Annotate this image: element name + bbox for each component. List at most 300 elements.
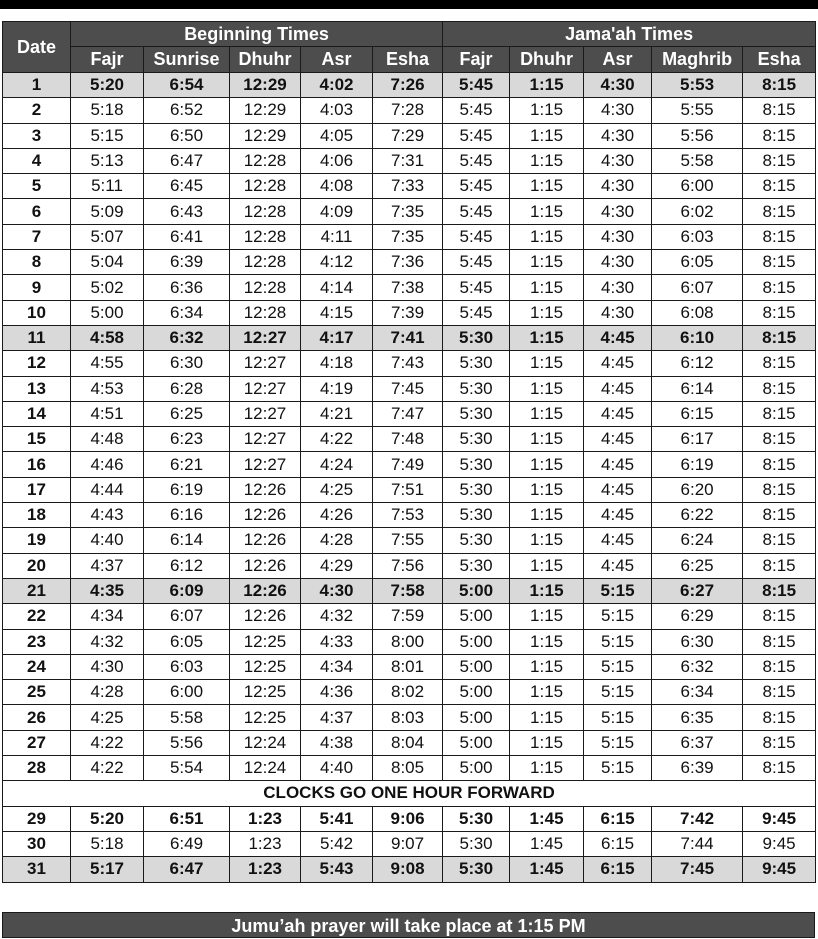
time-cell: 4:43	[71, 503, 144, 528]
table-row	[3, 300, 816, 325]
time-cell: 7:38	[373, 275, 443, 300]
time-cell: 6:03	[652, 224, 743, 249]
date-cell: 1	[3, 73, 71, 98]
time-cell: 6:47	[144, 148, 230, 173]
time-cell: 5:30	[443, 401, 510, 426]
time-cell: 4:30	[584, 98, 652, 123]
time-cell: 6:37	[652, 730, 743, 755]
time-cell: 4:15	[301, 300, 373, 325]
time-cell: 8:15	[743, 553, 816, 578]
time-cell: 6:25	[652, 553, 743, 578]
time-cell: 4:22	[71, 756, 144, 781]
table-row	[3, 427, 816, 452]
beginning-col-header: Sunrise	[144, 47, 230, 73]
time-cell: 8:15	[743, 224, 816, 249]
time-cell: 9:45	[743, 831, 816, 856]
time-cell: 4:29	[301, 553, 373, 578]
date-cell: 10	[3, 300, 71, 325]
time-cell: 6:12	[144, 553, 230, 578]
time-cell: 4:37	[71, 553, 144, 578]
time-cell: 7:44	[652, 831, 743, 856]
time-cell: 6:25	[144, 401, 230, 426]
beginning-col-header: Esha	[373, 47, 443, 73]
time-cell: 4:46	[71, 452, 144, 477]
time-cell: 8:05	[373, 756, 443, 781]
time-cell: 6:28	[144, 376, 230, 401]
time-cell: 5:30	[443, 427, 510, 452]
time-cell: 6:15	[652, 401, 743, 426]
time-cell: 12:25	[230, 680, 301, 705]
table-row	[3, 680, 816, 705]
table-row	[3, 452, 816, 477]
time-cell: 5:13	[71, 148, 144, 173]
time-cell: 5:30	[443, 376, 510, 401]
time-cell: 6:08	[652, 300, 743, 325]
time-cell: 6:10	[652, 325, 743, 350]
table-row	[3, 401, 816, 426]
time-cell: 5:15	[584, 578, 652, 603]
time-cell: 4:09	[301, 199, 373, 224]
time-cell: 8:03	[373, 705, 443, 730]
time-cell: 4:14	[301, 275, 373, 300]
time-cell: 5:09	[71, 199, 144, 224]
time-cell: 8:01	[373, 654, 443, 679]
table-row	[3, 578, 816, 603]
date-cell: 20	[3, 553, 71, 578]
date-cell: 4	[3, 148, 71, 173]
time-cell: 8:15	[743, 401, 816, 426]
time-cell: 4:51	[71, 401, 144, 426]
time-cell: 8:15	[743, 351, 816, 376]
table-row	[3, 705, 816, 730]
time-cell: 4:30	[301, 578, 373, 603]
time-cell: 4:30	[71, 654, 144, 679]
time-cell: 8:15	[743, 300, 816, 325]
time-cell: 6:07	[144, 604, 230, 629]
time-cell: 4:30	[584, 300, 652, 325]
time-cell: 1:15	[510, 553, 584, 578]
date-cell: 27	[3, 730, 71, 755]
time-cell: 8:00	[373, 629, 443, 654]
time-cell: 4:45	[584, 325, 652, 350]
time-cell: 1:15	[510, 477, 584, 502]
time-cell: 6:09	[144, 578, 230, 603]
time-cell: 6:03	[144, 654, 230, 679]
time-cell: 6:22	[652, 503, 743, 528]
time-cell: 8:15	[743, 756, 816, 781]
time-cell: 1:45	[510, 831, 584, 856]
time-cell: 12:28	[230, 224, 301, 249]
time-cell: 4:40	[301, 756, 373, 781]
time-cell: 5:04	[71, 250, 144, 275]
time-cell: 4:30	[584, 275, 652, 300]
time-cell: 4:22	[71, 730, 144, 755]
time-cell: 5:45	[443, 73, 510, 98]
time-cell: 5:30	[443, 831, 510, 856]
time-cell: 12:26	[230, 553, 301, 578]
time-cell: 4:25	[71, 705, 144, 730]
time-cell: 8:15	[743, 199, 816, 224]
time-cell: 6:34	[144, 300, 230, 325]
time-cell: 6:35	[652, 705, 743, 730]
time-cell: 1:15	[510, 199, 584, 224]
time-cell: 1:15	[510, 654, 584, 679]
table-row	[3, 275, 816, 300]
time-cell: 8:15	[743, 730, 816, 755]
time-cell: 12:27	[230, 452, 301, 477]
time-cell: 1:15	[510, 174, 584, 199]
beginning-times-header: Beginning Times	[71, 22, 443, 47]
time-cell: 6:05	[144, 629, 230, 654]
table-row	[3, 503, 816, 528]
time-cell: 8:15	[743, 123, 816, 148]
time-cell: 8:15	[743, 73, 816, 98]
time-cell: 5:15	[584, 680, 652, 705]
time-cell: 4:30	[584, 199, 652, 224]
beginning-col-header: Asr	[301, 47, 373, 73]
time-cell: 5:56	[144, 730, 230, 755]
jamaah-col-header: Fajr	[443, 47, 510, 73]
date-cell: 14	[3, 401, 71, 426]
time-cell: 6:15	[584, 857, 652, 882]
time-cell: 9:45	[743, 806, 816, 831]
time-cell: 4:45	[584, 528, 652, 553]
time-cell: 6:19	[144, 477, 230, 502]
time-cell: 4:45	[584, 503, 652, 528]
time-cell: 12:26	[230, 604, 301, 629]
time-cell: 7:56	[373, 553, 443, 578]
time-cell: 6:12	[652, 351, 743, 376]
time-cell: 4:24	[301, 452, 373, 477]
beginning-col-header: Dhuhr	[230, 47, 301, 73]
date-cell: 13	[3, 376, 71, 401]
table-row	[3, 351, 816, 376]
table-row	[3, 477, 816, 502]
time-cell: 6:39	[144, 250, 230, 275]
time-cell: 12:26	[230, 528, 301, 553]
time-cell: 6:32	[144, 325, 230, 350]
time-cell: 4:30	[584, 250, 652, 275]
date-cell: 15	[3, 427, 71, 452]
table-row	[3, 857, 816, 882]
time-cell: 8:15	[743, 325, 816, 350]
date-cell: 19	[3, 528, 71, 553]
date-cell: 7	[3, 224, 71, 249]
time-cell: 8:15	[743, 250, 816, 275]
table-row	[3, 148, 816, 173]
time-cell: 12:24	[230, 756, 301, 781]
date-cell: 28	[3, 756, 71, 781]
time-cell: 7:59	[373, 604, 443, 629]
time-cell: 5:15	[584, 629, 652, 654]
time-cell: 4:05	[301, 123, 373, 148]
time-cell: 5:30	[443, 553, 510, 578]
time-cell: 1:15	[510, 300, 584, 325]
date-cell: 24	[3, 654, 71, 679]
time-cell: 4:45	[584, 376, 652, 401]
time-cell: 5:54	[144, 756, 230, 781]
time-cell: 12:28	[230, 199, 301, 224]
table-row	[3, 629, 816, 654]
time-cell: 4:38	[301, 730, 373, 755]
time-cell: 4:02	[301, 73, 373, 98]
time-cell: 1:23	[230, 857, 301, 882]
time-cell: 5:58	[144, 705, 230, 730]
time-cell: 8:15	[743, 654, 816, 679]
time-cell: 5:00	[443, 756, 510, 781]
time-cell: 5:18	[71, 831, 144, 856]
time-cell: 5:02	[71, 275, 144, 300]
time-cell: 5:58	[652, 148, 743, 173]
time-cell: 12:29	[230, 123, 301, 148]
time-cell: 6:52	[144, 98, 230, 123]
time-cell: 4:17	[301, 325, 373, 350]
time-cell: 8:15	[743, 629, 816, 654]
time-cell: 6:00	[144, 680, 230, 705]
time-cell: 12:28	[230, 148, 301, 173]
time-cell: 8:15	[743, 148, 816, 173]
date-cell: 26	[3, 705, 71, 730]
time-cell: 6:39	[652, 756, 743, 781]
table-row	[3, 730, 816, 755]
date-header: Date	[3, 22, 71, 73]
date-cell: 22	[3, 604, 71, 629]
time-cell: 4:48	[71, 427, 144, 452]
date-cell: 18	[3, 503, 71, 528]
jamaah-col-header: Maghrib	[652, 47, 743, 73]
time-cell: 5:30	[443, 806, 510, 831]
time-cell: 7:29	[373, 123, 443, 148]
time-cell: 4:30	[584, 148, 652, 173]
table-row	[3, 250, 816, 275]
time-cell: 1:15	[510, 351, 584, 376]
time-cell: 7:42	[652, 806, 743, 831]
time-cell: 5:15	[584, 654, 652, 679]
time-cell: 5:30	[443, 325, 510, 350]
jamaah-col-header: Asr	[584, 47, 652, 73]
time-cell: 4:30	[584, 224, 652, 249]
time-cell: 6:36	[144, 275, 230, 300]
time-cell: 1:15	[510, 578, 584, 603]
time-cell: 5:00	[443, 654, 510, 679]
time-cell: 12:27	[230, 351, 301, 376]
time-cell: 4:03	[301, 98, 373, 123]
jumuah-footer: Jumu’ah prayer will take place at 1:15 PM	[2, 912, 815, 938]
time-cell: 7:36	[373, 250, 443, 275]
time-cell: 6:05	[652, 250, 743, 275]
time-cell: 5:20	[71, 73, 144, 98]
time-cell: 1:15	[510, 376, 584, 401]
time-cell: 4:45	[584, 401, 652, 426]
time-cell: 5:56	[652, 123, 743, 148]
time-cell: 5:53	[652, 73, 743, 98]
jamaah-col-header: Dhuhr	[510, 47, 584, 73]
time-cell: 5:30	[443, 351, 510, 376]
time-cell: 4:36	[301, 680, 373, 705]
time-cell: 6:34	[652, 680, 743, 705]
time-cell: 9:45	[743, 857, 816, 882]
time-cell: 6:27	[652, 578, 743, 603]
date-cell: 29	[3, 806, 71, 831]
time-cell: 5:45	[443, 224, 510, 249]
time-cell: 4:55	[71, 351, 144, 376]
time-cell: 1:15	[510, 705, 584, 730]
time-cell: 1:15	[510, 401, 584, 426]
top-border-bar	[0, 0, 818, 9]
time-cell: 7:49	[373, 452, 443, 477]
table-row	[3, 73, 816, 98]
time-cell: 1:15	[510, 427, 584, 452]
table-row	[3, 174, 816, 199]
time-cell: 8:15	[743, 680, 816, 705]
time-cell: 4:34	[301, 654, 373, 679]
date-cell: 25	[3, 680, 71, 705]
time-cell: 6:07	[652, 275, 743, 300]
jamaah-times-header: Jama'ah Times	[443, 22, 816, 47]
time-cell: 6:23	[144, 427, 230, 452]
time-cell: 4:06	[301, 148, 373, 173]
time-cell: 5:30	[443, 503, 510, 528]
time-cell: 5:45	[443, 199, 510, 224]
time-cell: 6:15	[584, 831, 652, 856]
time-cell: 4:28	[301, 528, 373, 553]
time-cell: 7:39	[373, 300, 443, 325]
time-cell: 4:30	[584, 174, 652, 199]
time-cell: 6:50	[144, 123, 230, 148]
time-cell: 1:15	[510, 73, 584, 98]
time-cell: 4:30	[584, 73, 652, 98]
time-cell: 12:26	[230, 503, 301, 528]
time-cell: 1:15	[510, 756, 584, 781]
time-cell: 5:45	[443, 174, 510, 199]
time-cell: 1:45	[510, 857, 584, 882]
time-cell: 1:15	[510, 528, 584, 553]
time-cell: 6:16	[144, 503, 230, 528]
time-cell: 6:14	[652, 376, 743, 401]
time-cell: 4:11	[301, 224, 373, 249]
time-cell: 5:00	[443, 705, 510, 730]
time-cell: 5:42	[301, 831, 373, 856]
time-cell: 5:00	[443, 629, 510, 654]
time-cell: 8:15	[743, 98, 816, 123]
time-cell: 8:15	[743, 427, 816, 452]
time-cell: 6:49	[144, 831, 230, 856]
time-cell: 1:15	[510, 629, 584, 654]
time-cell: 7:41	[373, 325, 443, 350]
table-row	[3, 553, 816, 578]
time-cell: 7:35	[373, 199, 443, 224]
date-cell: 17	[3, 477, 71, 502]
time-cell: 7:53	[373, 503, 443, 528]
time-cell: 8:15	[743, 503, 816, 528]
time-cell: 5:07	[71, 224, 144, 249]
time-cell: 6:32	[652, 654, 743, 679]
time-cell: 4:45	[584, 452, 652, 477]
table-row	[3, 123, 816, 148]
date-cell: 3	[3, 123, 71, 148]
time-cell: 12:28	[230, 300, 301, 325]
time-cell: 7:55	[373, 528, 443, 553]
time-cell: 5:00	[443, 680, 510, 705]
time-cell: 8:15	[743, 376, 816, 401]
date-cell: 8	[3, 250, 71, 275]
time-cell: 12:26	[230, 578, 301, 603]
time-cell: 5:55	[652, 98, 743, 123]
date-cell: 2	[3, 98, 71, 123]
time-cell: 4:44	[71, 477, 144, 502]
time-cell: 12:27	[230, 427, 301, 452]
time-cell: 5:15	[584, 705, 652, 730]
time-cell: 8:15	[743, 604, 816, 629]
time-cell: 4:22	[301, 427, 373, 452]
date-cell: 11	[3, 325, 71, 350]
time-cell: 8:15	[743, 174, 816, 199]
notice-row	[3, 781, 816, 806]
time-cell: 8:15	[743, 528, 816, 553]
time-cell: 8:15	[743, 275, 816, 300]
time-cell: 4:32	[71, 629, 144, 654]
time-cell: 6:51	[144, 806, 230, 831]
time-cell: 1:15	[510, 123, 584, 148]
date-cell: 5	[3, 174, 71, 199]
time-cell: 6:54	[144, 73, 230, 98]
time-cell: 5:45	[443, 250, 510, 275]
time-cell: 8:15	[743, 477, 816, 502]
time-cell: 8:04	[373, 730, 443, 755]
time-cell: 12:28	[230, 275, 301, 300]
time-cell: 6:15	[584, 806, 652, 831]
time-cell: 12:29	[230, 73, 301, 98]
time-cell: 7:48	[373, 427, 443, 452]
time-cell: 12:28	[230, 250, 301, 275]
table-row	[3, 376, 816, 401]
time-cell: 12:24	[230, 730, 301, 755]
date-cell: 9	[3, 275, 71, 300]
time-cell: 6:24	[652, 528, 743, 553]
time-cell: 6:20	[652, 477, 743, 502]
time-cell: 8:15	[743, 578, 816, 603]
table-row	[3, 654, 816, 679]
time-cell: 7:33	[373, 174, 443, 199]
table-row	[3, 199, 816, 224]
time-cell: 4:08	[301, 174, 373, 199]
time-cell: 1:15	[510, 224, 584, 249]
time-cell: 4:26	[301, 503, 373, 528]
time-cell: 6:02	[652, 199, 743, 224]
time-cell: 9:07	[373, 831, 443, 856]
time-cell: 8:15	[743, 452, 816, 477]
time-cell: 7:31	[373, 148, 443, 173]
time-cell: 5:30	[443, 857, 510, 882]
time-cell: 5:30	[443, 528, 510, 553]
time-cell: 5:15	[584, 604, 652, 629]
table-row	[3, 806, 816, 831]
time-cell: 6:29	[652, 604, 743, 629]
time-cell: 5:00	[443, 730, 510, 755]
time-cell: 9:08	[373, 857, 443, 882]
time-cell: 6:43	[144, 199, 230, 224]
time-cell: 5:15	[584, 756, 652, 781]
date-cell: 6	[3, 199, 71, 224]
time-cell: 5:20	[71, 806, 144, 831]
time-cell: 4:45	[584, 427, 652, 452]
time-cell: 6:30	[144, 351, 230, 376]
time-cell: 4:45	[584, 477, 652, 502]
jamaah-col-header: Esha	[743, 47, 816, 73]
time-cell: 4:53	[71, 376, 144, 401]
time-cell: 5:41	[301, 806, 373, 831]
time-cell: 7:35	[373, 224, 443, 249]
